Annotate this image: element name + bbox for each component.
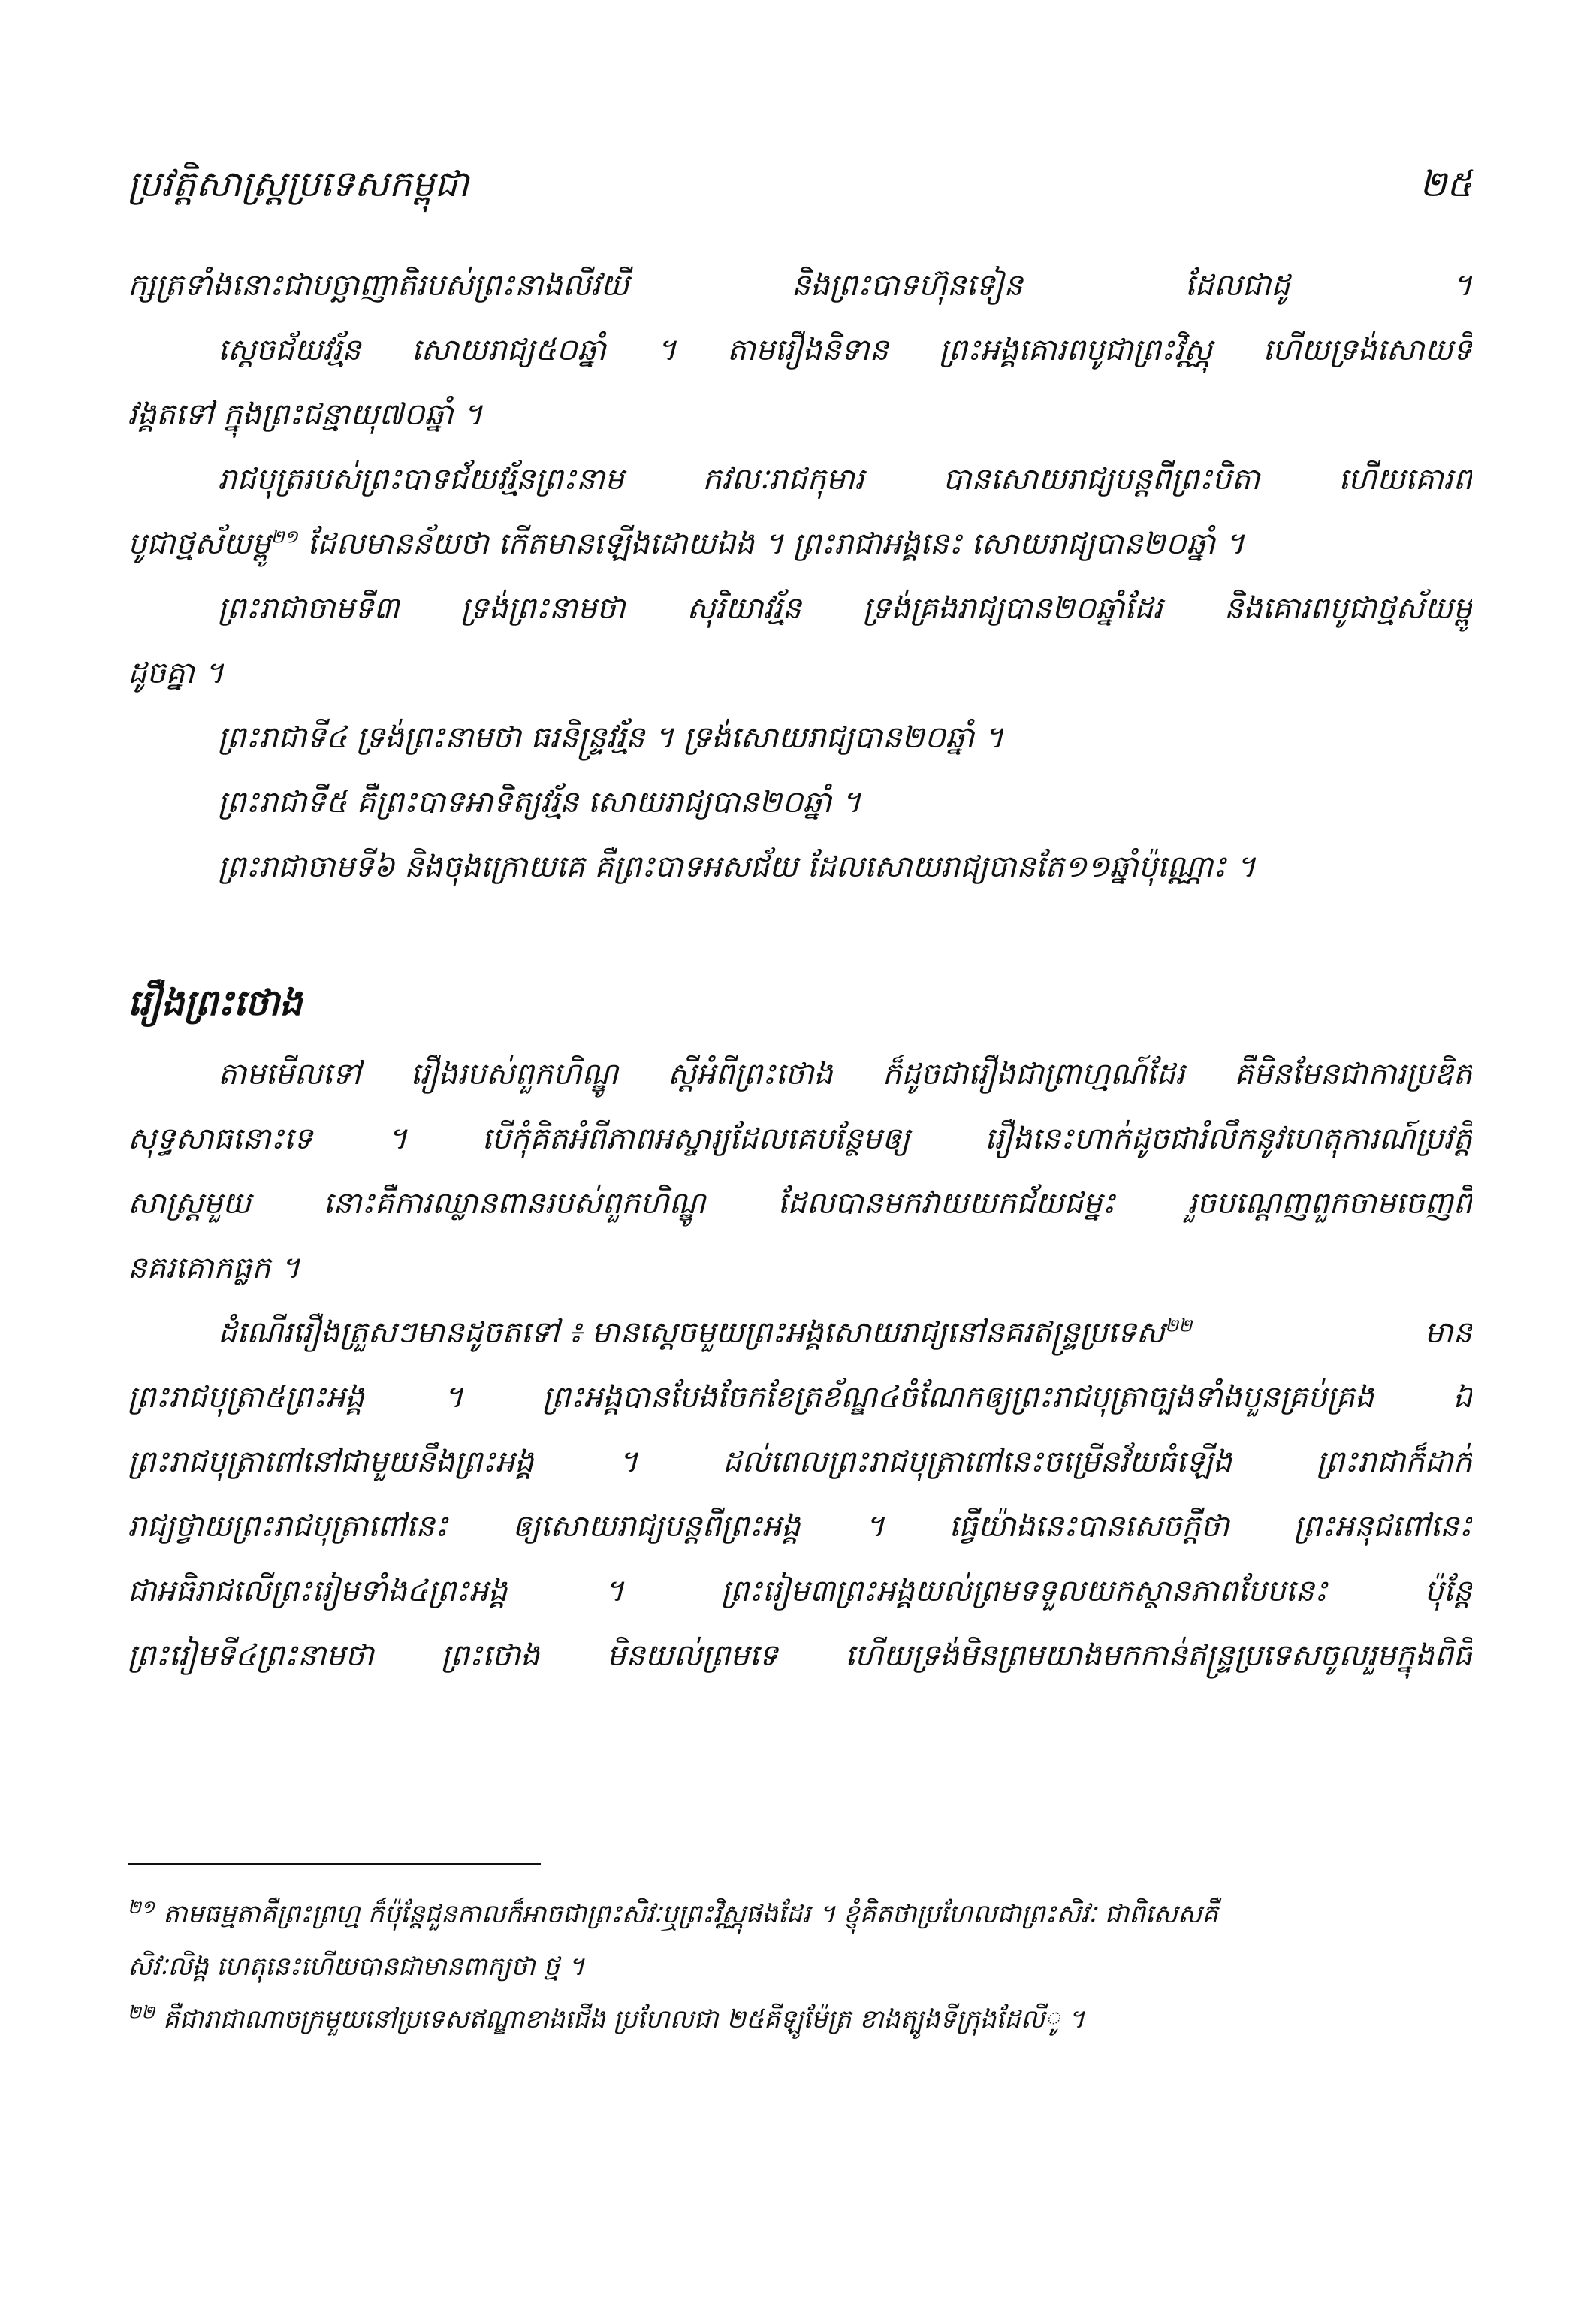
text-line: ជាអធិរាជលើព្រះរៀមទាំង៤ព្រះអង្គ ។ ព្រះរៀម៣ព្រះអង្គយល់ព្រមទទួលយកស្ថានភាពបែបនេះ ប៉ុន្តែ: [128, 1574, 1472, 1608]
page-number: ២៥: [1419, 163, 1472, 205]
footnote-22: [128, 1994, 1472, 2044]
text-line: ស្ដេចជ័យវរ្ម័ន សោយរាជ្យ៥០ឆ្នាំ ។ តាមរឿងនិទាន ព្រះអង្គគោរពបូជាព្រះវិស្ណុ ហើយទ្រង់សោយទិ: [218, 333, 1472, 367]
text-span: ដែលមានន័យថា កើតមានឡើងដោយឯង ។ ព្រះរាជាអង្គនេះ សោយរាជ្យបាន២០ឆ្នាំ ។: [307, 527, 1245, 561]
footnote-ref[interactable]: ២២: [1164, 1315, 1193, 1336]
text-line: ព្រះរាជបុត្រាពៅនៅជាមួយនឹងព្រះអង្គ ។ ដល់ពេលព្រះរាជបុត្រាពៅនេះចម្រើនវ័យធំឡើង ព្រះរាជាក៏ដាក់: [128, 1445, 1472, 1479]
text-line: ព្រះរៀមទី៤ព្រះនាមថា ព្រះថោង មិនយល់ព្រមទេ ហើយទ្រង់មិនព្រមយាងមកកាន់ឥន្ទ្រប្រទេសចូលរួមក្នុងពិធី: [128, 1638, 1472, 1673]
footnote-21-cont: សិវៈលិង្គ ហេតុនេះហើយបានជាមានពាក្យថា ថ្ម ។: [128, 1952, 585, 1982]
footnote-text: គឺជារាជាណាចក្រមួយនៅប្រទេសឥណ្ឌាខាងជើង ប្រហែលជា ២៥គីឡូម៉ែត្រ ខាងត្បូងទីក្រុងដែលីូ ។: [163, 2004, 1085, 2034]
text-line: [128, 514, 1472, 574]
text-line: រាជបុត្ររបស់ព្រះបាទជ័យវរ្ម័នព្រះនាម កវលៈរាជកុមារ បានសោយរាជ្យបន្តពីព្រះបិតា ហើយគោរព: [218, 462, 1472, 497]
footnote-ref[interactable]: ២១: [270, 526, 298, 548]
text-line: ព្រះរាជាទី៤ ទ្រង់ព្រះនាមថា ធរនិន្ទ្រវរ្ម័ន ។ ទ្រង់សោយរាជ្យបាន២០ឆ្នាំ ។: [218, 720, 1004, 755]
section-heading: រឿងព្រះថោង: [128, 982, 303, 1024]
footnote-number: ២២: [128, 2001, 155, 2023]
text-line: ព្រះរាជាទី៥ គឺព្រះបាទអាទិត្យវរ្ម័ន សោយរាជ្យបាន២០ឆ្នាំ ។: [218, 785, 861, 820]
text-line: សាស្ត្រមួយ នោះគឺការឈ្លានពានរបស់ពួកហិណ្ឌូ ដែលបានមកវាយយកជ័យជម្នះ រួចបណ្ដេញពួកចាមចេញពី: [128, 1186, 1472, 1221]
text-line: រាជ្យថ្វាយព្រះរាជបុត្រាពៅនេះ ឲ្យសោយរាជ្យបន្តពីព្រះអង្គ ។ ធ្វើយ៉ាងនេះបានសេចក្ដីថា ព្រះអនុជពៅនេះ: [128, 1509, 1472, 1544]
text-span: បូជាថ្មស័យម្ពូ: [128, 527, 271, 561]
text-line: វង្គតទៅ ក្នុងព្រះជន្មាយុ៧០ឆ្នាំ ។: [128, 397, 483, 432]
text-line: ដូចគ្នា ។: [128, 656, 224, 690]
footnote-text: តាមធម្មតាគឺព្រះព្រហ្ម ក៏ប៉ុន្តែជួនកាលក៏អាចជាព្រះសិវៈឬព្រះវិស្ណុផងដែរ ។ ខ្ញុំគិតថាប្រហែលជាព្រះសិវៈ ជាពិសេសគឺ: [163, 1899, 1218, 1929]
text-line: នគរគោកធ្លក ។: [128, 1251, 300, 1285]
book-title: ប្រវត្តិសាស្ត្រប្រទេសកម្ពុជា: [128, 163, 469, 205]
text-line: ក្សត្រទាំងនោះជាបច្ឆាញាតិរបស់ព្រះនាងលីវយី និងព្រះបាទហ៊ុនទៀន ដែលជាដូ ។: [128, 268, 1472, 303]
running-header: [128, 150, 1472, 218]
text-span: មាន: [1424, 1315, 1472, 1350]
text-line: [218, 1303, 1472, 1363]
text-line: ព្រះរាជបុត្រា៥ព្រះអង្គ ។ ព្រះអង្គបានបែងចែកខែត្រខ័ណ្ឌ៤ចំណែកឲ្យព្រះរាជបុត្រាច្បងទាំងបួនគ្រប់គ្រង ឯ: [128, 1380, 1472, 1415]
text-span: ដំណើររឿងត្រួសៗមានដូចតទៅ ៖ មានស្ដេចមួយព្រះអង្គសោយរាជ្យនៅនគរឥន្ទ្រប្រទេស: [218, 1315, 1165, 1350]
footnote-divider: [128, 1863, 541, 1865]
footnote-21: [128, 1889, 1472, 1939]
text-line: សុទ្ធសាធនោះទេ ។ បើកុំគិតអំពីភាពអស្ចារ្យដែលគេបន្ថែមឲ្យ រឿងនេះហាក់ដូចជារំលឹកនូវហេតុការណ៍ប្រវត្តិ: [128, 1122, 1472, 1156]
text-line: ព្រះរាជាចាមទី៣ ទ្រង់ព្រះនាមថា សុរិយាវរ្ម័ន ទ្រង់គ្រងរាជ្យបាន២០ឆ្នាំដែរ និងគោរពបូជាថ្មស័យម្ពូ: [218, 591, 1472, 626]
text-line: តាមមើលទៅ រឿងរបស់ពួកហិណ្ឌូ ស្ដីអំពីព្រះថោង ក៏ដូចជារឿងជាព្រាហ្មណ៍ដែរ គឺមិនមែនជាការប្រឌិត: [218, 1057, 1472, 1092]
text-line: ព្រះរាជាចាមទី៦ និងចុងក្រោយគេ គឺព្រះបាទអសជ័យ ដែលសោយរាជ្យបានតែ១១ឆ្នាំប៉ុណ្ណោះ ។: [218, 850, 1256, 884]
footnote-number: ២១: [128, 1896, 155, 1918]
